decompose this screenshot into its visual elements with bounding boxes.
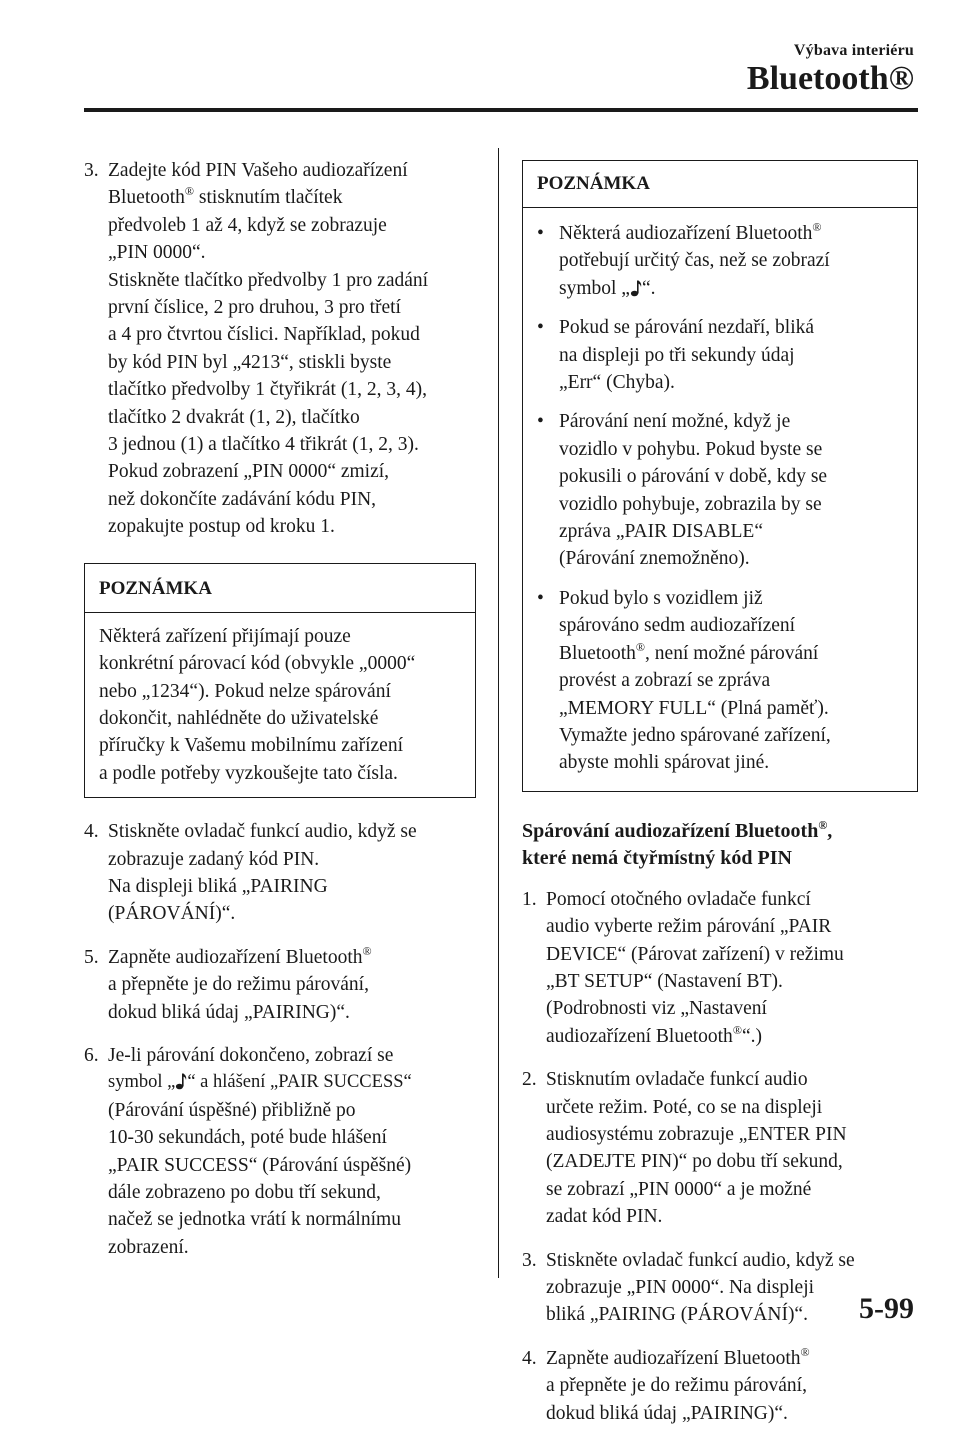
text-line: tlačítko 2 dvakrát (1, 2), tlačítko [108,406,360,428]
text-span: , [827,819,833,842]
note-bullet-item [537,314,903,396]
text-line: které nemá čtyřmístný kód PIN [522,846,792,869]
text-line: (PÁROVÁNÍ)“. [108,903,236,925]
text-line: dokončit, nahlédněte do uživatelské [99,707,379,729]
text-line: zobrazuje „PIN 0000“. Na displeji [546,1277,815,1298]
text-line: „PAIR SUCCESS“ (Párování úspěšné) [108,1154,412,1176]
text-line: Pokud se párování nezdaří, bliká [559,317,815,339]
bullet-dot: • [537,317,544,339]
step-number: 3. [522,1249,537,1271]
text-line: dokud bliká údaj „PAIRING)“. [108,1001,350,1023]
text-span: audiozařízení Bluetooth [546,1025,733,1047]
text-line: (Párování úspěšné) přibližně po [108,1099,356,1121]
step-number: 4. [84,821,99,843]
header-section: Výbava interiéru [793,42,914,59]
text-line: a podle potřeby vyzkoušejte tato čísla. [99,762,398,784]
text-line: „BT SETUP“ (Nastavení BT). [546,970,783,992]
text-line: Stiskněte ovladač funkcí audio, když se [108,821,417,843]
text-line: (Párování znemožněno). [559,548,750,570]
text-line: potřebují určitý čas, než se zobrazí [559,250,830,272]
column-divider [498,148,499,1278]
text-line: 3 jednou (1) a tlačítko 4 třikrát (1, 2, 3). [108,434,419,456]
step-number: 5. [84,946,99,968]
note-body [85,613,475,797]
text-line [108,184,476,211]
text-line [108,1069,476,1096]
text-line: audio vyberte režim párování „PAIR [546,916,832,938]
note-box [522,160,918,792]
text-line: spárováno sedm audiozařízení [559,615,796,637]
registered-mark: ® [732,1022,742,1037]
text-line: provést a zobrazí se zpráva [559,670,771,692]
text-line: Stiskněte tlačítko předvolby 1 pro zadání [108,269,429,291]
right-column [522,160,918,1443]
note-heading: POZNÁMKA [85,564,475,613]
text-line: vozidlo pohybuje, zobrazila by se [559,493,822,515]
text-span: stisknutím tlačítek [194,187,343,209]
step-number: 3. [84,160,99,181]
bullet-dot: • [537,411,544,433]
text-line: 10-30 sekundách, poté bude hlášení [108,1127,387,1149]
text-line: zpráva „PAIR DISABLE“ [559,521,763,543]
text-line: Zadejte kód PIN Vašeho audiozařízení [108,160,408,181]
text-line: abyste mohli spárovat jiné. [559,752,770,774]
registered-mark: ® [800,1344,810,1359]
text-span: Spárování audiozařízení Bluetooth [522,819,819,842]
text-line: „MEMORY FULL“ (Plná paměť). [559,697,829,719]
text-line: tlačítko předvolby 1 čtyřikrát (1, 2, 3, 4), [108,379,427,401]
header-rule [84,108,918,112]
step-2-confirm-mode [522,1066,918,1230]
section-heading [522,818,918,872]
text-line: Na displeji bliká „PAIRING [108,875,328,897]
text-span: Bluetooth [559,642,636,664]
step-4-confirm-pin [84,818,476,928]
text-line [559,275,903,302]
text-line: (ZADEJTE PIN)“ po dobu tří sekund, [546,1151,843,1173]
text-line: „Err“ (Chyba). [559,372,675,394]
text-line: Stiskněte ovladač funkcí audio, když se [546,1249,855,1271]
text-line [559,640,903,667]
registered-mark: ® [818,817,828,832]
text-line [108,944,476,971]
left-column [84,157,476,1277]
text-line: nebo „1234“). Pokud nelze spárování [99,680,391,702]
text-line: by kód PIN byl „4213“, stiskli byste [108,351,392,373]
text-line: zopakujte postup od kroku 1. [108,516,335,538]
text-line: Stisknutím ovladače funkcí audio [546,1069,808,1091]
text-span: symbol „ [559,277,630,299]
text-span: symbol „ [108,1072,176,1093]
registered-mark: ® [635,639,646,654]
text-line: pokusili o párování v době, kdy se [559,466,828,488]
text-line [546,1023,918,1050]
text-line: audiosystému zobrazuje „ENTER PIN [546,1123,847,1145]
text-line: zadat kód PIN. [546,1206,663,1228]
text-line: na displeji po tři sekundy údaj [559,344,795,366]
step-number: 1. [522,888,537,910]
text-line: a 4 pro čtvrtou číslici. Například, pokud [108,324,420,346]
text-line: a přepněte je do režimu párování, [108,974,369,996]
page-number: 5-99 [859,1292,914,1325]
text-span: , není možné párování [645,642,819,664]
text-span: Bluetooth [108,187,185,209]
step-number: 4. [522,1347,537,1369]
text-line: zobrazuje zadaný kód PIN. [108,848,320,870]
step-5-enable-pairing [84,944,476,1026]
bullet-dot: • [537,223,544,244]
text-span: Zapněte audiozařízení Bluetooth [108,946,363,968]
text-line: Párování není možné, když je [559,411,791,433]
text-line: a přepněte je do režimu párování, [546,1375,807,1397]
text-line: Pomocí otočného ovladače funkcí [546,888,811,910]
registered-mark: ® [812,220,822,234]
step-3-enter-pin [84,157,476,541]
music-note-icon [630,279,642,297]
music-note-icon [175,1072,187,1090]
note-bullet-item [537,585,903,777]
text-span: “.) [741,1025,762,1047]
text-line [559,220,903,247]
text-line: se zobrazí „PIN 0000“ a je možné [546,1178,812,1200]
note-bullet-item [537,220,903,302]
step-number: 2. [522,1069,537,1091]
text-span: Zapněte audiozařízení Bluetooth [546,1347,801,1369]
text-line [522,818,918,845]
step-1-select-pair-device [522,886,918,1050]
text-span: “ a hlášení „PAIR SUCCESS“ [187,1072,412,1093]
text-line [546,1345,918,1372]
text-line: než dokončíte zadávání kódu PIN, [108,488,377,510]
page-title: Bluetooth® [746,60,914,97]
text-line: DEVICE“ (Párovat zařízení) v režimu [546,943,844,965]
note-box [84,563,476,798]
text-line: dokud bliká údaj „PAIRING)“. [546,1402,788,1424]
text-line: vozidlo v pohybu. Pokud byste se [559,438,823,460]
text-line: konkrétní párovací kód (obvykle „0000“ [99,653,416,675]
text-line: (Podrobnosti viz „Nastavení [546,998,767,1020]
text-line: bliká „PAIRING (PÁROVÁNÍ)“. [546,1304,808,1326]
text-line: Pokud zobrazení „PIN 0000“ zmizí, [108,461,390,483]
text-line: Některá zařízení přijímají pouze [99,625,351,647]
note-bullet-item [537,408,903,572]
text-line: příručky k Vašemu mobilnímu zařízení [99,735,403,757]
text-line: první číslice, 2 pro druhou, 3 pro třetí [108,297,401,319]
note-heading: POZNÁMKA [523,161,917,208]
step-4-enable-pairing [522,1345,918,1427]
registered-mark: ® [184,184,195,199]
text-span: “. [641,277,656,299]
text-line: Pokud bylo s vozidlem již [559,587,763,609]
text-line: Je-li párování dokončeno, zobrazí se [108,1044,394,1066]
text-line: předvoleb 1 až 4, když se zobrazuje [108,214,387,236]
text-line: „PIN 0000“. [108,242,206,264]
text-line: zobrazení. [108,1236,189,1258]
step-6-pair-success [84,1042,476,1261]
registered-mark: ® [362,943,372,958]
note-body [523,208,917,791]
bullet-dot: • [537,587,544,609]
text-line: určete režim. Poté, co se na displeji [546,1096,823,1118]
text-line: dále zobrazeno po dobu tří sekund, [108,1182,381,1203]
step-number: 6. [84,1044,99,1066]
text-line: načež se jednotka vrátí k normálnímu [108,1209,401,1231]
text-span: Některá audiozařízení Bluetooth [559,223,813,244]
text-line: Vymažte jedno spárované zařízení, [559,724,831,746]
